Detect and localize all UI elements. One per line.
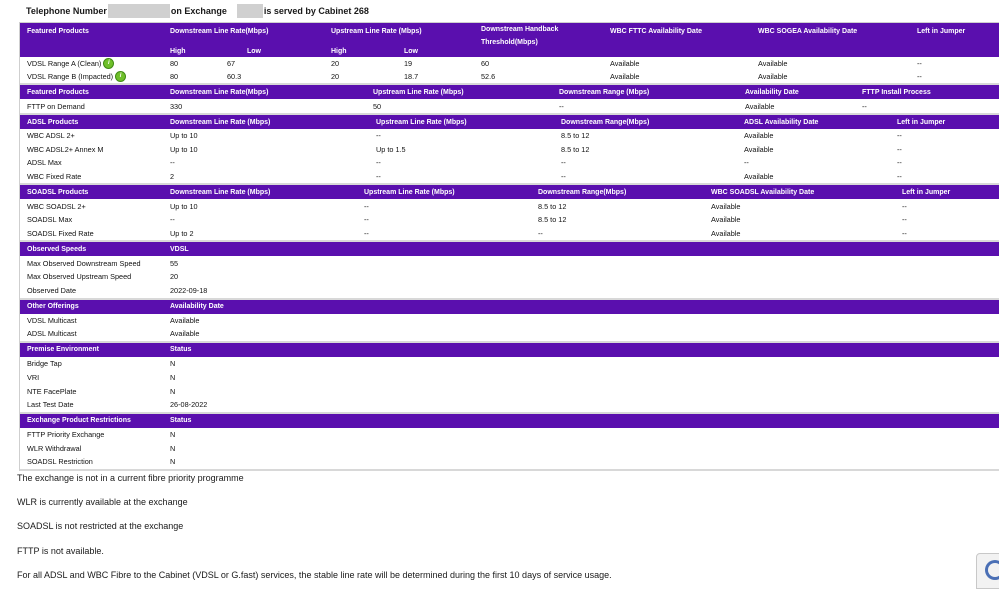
- cell-text: Max Observed Downstream Speed: [27, 258, 141, 268]
- cell-text: Up to 10: [170, 131, 198, 141]
- table-cell: [364, 199, 369, 213]
- table-row: [20, 143, 999, 157]
- cell-text: 18.7: [404, 72, 419, 81]
- info-icon[interactable]: i: [103, 58, 114, 69]
- table-row: [20, 213, 999, 227]
- cell-text: WLR Withdrawal: [27, 443, 82, 453]
- table-row: [20, 455, 999, 469]
- row-label: [27, 327, 77, 341]
- table-cell: [170, 129, 198, 143]
- subheader-cell: Low: [247, 47, 261, 55]
- table-cell: [376, 129, 381, 143]
- table-cell: [610, 57, 639, 70]
- header-cell: Upstream Line Rate (Mbps): [373, 88, 464, 96]
- table-cell: [170, 213, 175, 227]
- cell-text: --: [561, 172, 566, 182]
- title-prefix: Telephone Number: [26, 6, 107, 16]
- table-row: [20, 170, 999, 184]
- header-cell: WBC SOGEA Availability Date: [758, 27, 858, 35]
- header-cell: ADSL Availability Date: [744, 118, 819, 126]
- featured-vdsl-section: [20, 23, 999, 85]
- table-cell: [364, 227, 369, 241]
- table-cell: [917, 70, 922, 83]
- cell-text: --: [902, 215, 907, 225]
- header-cell: Downstream Handback Threshold(Mbps): [481, 26, 559, 46]
- row-label: [27, 455, 93, 469]
- row-label: [27, 398, 74, 412]
- cell-text: VRI: [27, 372, 40, 382]
- cell-text: 8.5 to 12: [561, 144, 590, 154]
- cell-text: Available: [758, 59, 788, 68]
- table-cell: [561, 129, 589, 143]
- section-header: [20, 185, 999, 199]
- cell-text: N: [170, 372, 176, 382]
- table-row: [20, 129, 999, 143]
- row-label: [27, 227, 94, 241]
- row-label: [27, 57, 114, 70]
- table-cell: [331, 70, 339, 83]
- cell-text: --: [364, 201, 369, 211]
- table-cell: [610, 70, 639, 83]
- header-cell: Exchange Product Restrictions: [27, 417, 131, 425]
- header-cell: Upstream Line Rate (Mbps): [364, 188, 455, 196]
- cell-text: --: [897, 158, 902, 168]
- header-cell: Observed Speeds: [27, 245, 87, 253]
- header-cell: Upstream Line Rate (Mbps): [376, 118, 467, 126]
- cell-text: Available: [711, 215, 741, 225]
- row-label: [27, 384, 76, 398]
- header-cell: Other Offerings: [27, 303, 79, 311]
- table-cell: [711, 213, 740, 227]
- cell-text: WBC SOADSL 2+: [27, 201, 86, 211]
- table-cell: [227, 57, 235, 70]
- header-cell: Downstream Range (Mbps): [559, 88, 650, 96]
- cell-text: FTTP Priority Exchange: [27, 430, 105, 440]
- cell-text: Available: [170, 329, 200, 339]
- header-cell: Downstream Range(Mbps): [561, 118, 650, 126]
- table-cell: [170, 441, 175, 455]
- table-row: [20, 199, 999, 213]
- table-cell: [897, 129, 902, 143]
- cell-text: ADSL Multicast: [27, 329, 77, 339]
- observed-speeds-section: [20, 242, 999, 299]
- table-row: [20, 398, 999, 412]
- cell-text: WBC ADSL2+ Annex M: [27, 144, 104, 154]
- table-cell: [745, 99, 774, 113]
- info-icon[interactable]: i: [115, 71, 126, 82]
- redacted-telephone-number: [108, 4, 170, 18]
- row-label: [27, 170, 81, 184]
- row-label: [27, 441, 81, 455]
- cell-text: Bridge Tap: [27, 358, 62, 368]
- cell-text: --: [862, 101, 867, 111]
- header-cell: FTTP Install Process: [862, 88, 931, 96]
- cell-text: NTE FacePlate: [27, 386, 77, 396]
- cell-text: N: [170, 430, 176, 440]
- cell-text: --: [559, 101, 564, 111]
- row-label: [27, 99, 85, 113]
- subheader-cell: High: [170, 47, 186, 55]
- table-row: [20, 357, 999, 371]
- table-cell: [481, 70, 495, 83]
- table-cell: [376, 170, 381, 184]
- table-cell: [376, 143, 406, 157]
- premise-environment-section: [20, 343, 999, 414]
- header-cell: Upstream Line Rate (Mbps): [331, 27, 422, 35]
- table-cell: [170, 256, 178, 270]
- cell-text: --: [538, 228, 543, 238]
- cell-text: 8.5 to 12: [538, 201, 567, 211]
- table-cell: [170, 370, 175, 384]
- cell-text: 67: [227, 59, 236, 68]
- table-cell: [170, 199, 198, 213]
- header-cell: Status: [170, 346, 192, 354]
- row-label: [27, 284, 76, 298]
- row-label: [27, 357, 62, 371]
- cell-text: --: [897, 172, 902, 182]
- table-cell: [170, 170, 174, 184]
- table-cell: [373, 99, 381, 113]
- cell-text: SOADSL Fixed Rate: [27, 228, 94, 238]
- header-cell: Downstream Line Rate (Mbps): [170, 118, 271, 126]
- table-cell: [227, 70, 241, 83]
- cell-text: --: [902, 201, 907, 211]
- table-cell: [561, 143, 589, 157]
- cell-text: N: [170, 443, 176, 453]
- cell-text: Observed Date: [27, 286, 77, 296]
- table-cell: [561, 170, 566, 184]
- cell-text: Up to 2: [170, 228, 194, 238]
- exchange-restrictions-section: [20, 414, 999, 471]
- table-cell: [711, 227, 740, 241]
- table-row: [20, 99, 999, 113]
- table-cell: [170, 384, 175, 398]
- note-text: SOADSL is not restricted at the exchange: [17, 521, 184, 531]
- cell-text: 20: [170, 272, 179, 282]
- table-row: [20, 256, 999, 270]
- subheader-cell: Low: [404, 47, 418, 55]
- table-cell: [897, 170, 902, 184]
- availability-table: [19, 22, 999, 471]
- cell-text: Available: [744, 172, 774, 182]
- cell-text: 20: [331, 72, 340, 81]
- table-cell: [538, 227, 543, 241]
- cell-text: --: [902, 228, 907, 238]
- cell-text: Available: [711, 201, 741, 211]
- featured-fttp-section: [20, 85, 999, 115]
- row-label: [27, 213, 72, 227]
- cell-text: --: [364, 215, 369, 225]
- table-cell: [170, 57, 178, 70]
- table-cell: [917, 57, 922, 70]
- table-cell: [897, 156, 902, 170]
- note-text: For all ADSL and WBC Fibre to the Cabinet (VDSL or G.fast) services, the stable line rate will be determined during the first 10 days of service usage.: [17, 570, 612, 580]
- cell-text: 50: [373, 101, 382, 111]
- section-header: [20, 242, 999, 256]
- cell-text: Available: [711, 228, 741, 238]
- cell-text: --: [170, 215, 175, 225]
- table-cell: [170, 156, 175, 170]
- cell-text: --: [897, 144, 902, 154]
- table-cell: [376, 156, 381, 170]
- cell-text: 55: [170, 258, 179, 268]
- row-label: [27, 270, 131, 284]
- table-cell: [404, 70, 418, 83]
- cell-text: --: [917, 59, 922, 68]
- cell-text: Available: [758, 72, 788, 81]
- cell-text: VDSL Range B (Impacted): [27, 72, 114, 81]
- cell-text: 8.5 to 12: [538, 215, 567, 225]
- cell-text: --: [917, 72, 922, 81]
- header-cell: ADSL Products: [27, 118, 79, 126]
- table-cell: [744, 170, 773, 184]
- table-cell: [711, 199, 740, 213]
- cell-text: 60: [481, 59, 490, 68]
- section-header: [20, 300, 999, 314]
- header-cell: Premise Environment: [27, 346, 99, 354]
- header-cell: Left in Jumper: [917, 27, 966, 35]
- header-cell: Downstream Line Rate(Mbps): [170, 88, 269, 96]
- header-cell: Availability Date: [170, 303, 224, 311]
- table-cell: [902, 199, 907, 213]
- row-label: [27, 70, 126, 83]
- table-row: [20, 70, 999, 83]
- cell-text: N: [170, 386, 176, 396]
- row-label: [27, 314, 77, 328]
- adsl-section: [20, 115, 999, 185]
- header-cell: WBC FTTC Availability Date: [610, 27, 703, 35]
- header-cell: Left in Jumper: [902, 188, 951, 196]
- row-label: [27, 129, 75, 143]
- cell-text: VDSL Multicast: [27, 315, 77, 325]
- cell-text: FTTP on Demand: [27, 101, 85, 111]
- section-header: [20, 85, 999, 99]
- table-cell: [170, 70, 178, 83]
- table-cell: [170, 455, 175, 469]
- section-header: [20, 115, 999, 129]
- soadsl-section: [20, 185, 999, 242]
- table-row: [20, 227, 999, 241]
- cell-text: 20: [331, 59, 340, 68]
- table-cell: [170, 99, 182, 113]
- table-cell: [170, 428, 175, 442]
- table-cell: [170, 227, 194, 241]
- header-cell: Downstream Range(Mbps): [538, 188, 627, 196]
- header-cell: Downstream Line Rate(Mbps): [170, 27, 269, 35]
- row-label: [27, 143, 103, 157]
- subheader-cell: High: [331, 47, 347, 55]
- table-cell: [744, 143, 773, 157]
- table-cell: [170, 284, 207, 298]
- table-cell: [481, 57, 489, 70]
- row-label: [27, 370, 39, 384]
- section-header: [20, 23, 999, 57]
- header-cell: Featured Products: [27, 88, 89, 96]
- cell-text: 52.6: [481, 72, 496, 81]
- table-row: [20, 57, 999, 70]
- table-cell: [170, 357, 175, 371]
- note-text: FTTP is not available.: [17, 546, 104, 556]
- table-cell: [170, 327, 199, 341]
- row-label: [27, 156, 62, 170]
- table-cell: [364, 213, 369, 227]
- table-row: [20, 156, 999, 170]
- cell-text: WBC Fixed Rate: [27, 172, 82, 182]
- cell-text: Available: [744, 144, 774, 154]
- cell-text: ADSL Max: [27, 158, 62, 168]
- cell-text: --: [364, 228, 369, 238]
- table-cell: [559, 99, 564, 113]
- table-cell: [744, 129, 773, 143]
- table-cell: [170, 143, 198, 157]
- cell-text: 80: [170, 59, 179, 68]
- table-cell: [331, 57, 339, 70]
- table-cell: [758, 57, 787, 70]
- cell-text: 330: [170, 101, 183, 111]
- cell-text: N: [170, 457, 176, 467]
- cell-text: SOADSL Max: [27, 215, 73, 225]
- note-text: The exchange is not in a current fibre priority programme: [17, 473, 244, 483]
- header-cell: Featured Products: [27, 27, 89, 35]
- row-label: [27, 199, 86, 213]
- table-cell: [758, 70, 787, 83]
- cell-text: Available: [745, 101, 775, 111]
- table-cell: [170, 398, 207, 412]
- header-cell: VDSL: [170, 245, 189, 253]
- row-label: [27, 428, 104, 442]
- section-header: [20, 343, 999, 357]
- header-cell: Downstream Line Rate (Mbps): [170, 188, 271, 196]
- section-header: [20, 414, 999, 428]
- table-cell: [170, 270, 178, 284]
- table-cell: [744, 156, 749, 170]
- cell-text: --: [561, 158, 566, 168]
- cell-text: SOADSL Restriction: [27, 457, 93, 467]
- cell-text: VDSL Range A (Clean): [27, 59, 102, 68]
- table-cell: [902, 227, 907, 241]
- header-cell: Status: [170, 417, 192, 425]
- table-row: [20, 270, 999, 284]
- cell-text: Available: [744, 131, 774, 141]
- cell-text: Up to 1.5: [376, 144, 406, 154]
- table-cell: [862, 99, 867, 113]
- table-cell: [897, 143, 902, 157]
- header-cell: WBC SOADSL Availability Date: [711, 188, 815, 196]
- cell-text: Available: [610, 59, 640, 68]
- table-cell: [538, 199, 566, 213]
- table-row: [20, 284, 999, 298]
- cell-text: Available: [610, 72, 640, 81]
- cell-text: --: [170, 158, 175, 168]
- cell-text: Last Test Date: [27, 400, 74, 410]
- table-row: [20, 441, 999, 455]
- recaptcha-icon[interactable]: [976, 553, 999, 589]
- table-cell: [404, 57, 412, 70]
- cell-text: --: [376, 158, 381, 168]
- title-suffix: is served by Cabinet 268: [263, 6, 369, 16]
- table-row: [20, 327, 999, 341]
- other-offerings-section: [20, 300, 999, 343]
- table-row: [20, 370, 999, 384]
- header-cell: Left in Jumper: [897, 118, 946, 126]
- cell-text: 80: [170, 72, 179, 81]
- note-text: WLR is currently available at the exchange: [17, 497, 188, 507]
- header-cell: Availability Date: [745, 88, 799, 96]
- cell-text: N: [170, 358, 176, 368]
- cell-text: --: [376, 172, 381, 182]
- table-cell: [902, 213, 907, 227]
- page-title: [26, 4, 369, 18]
- table-row: [20, 428, 999, 442]
- title-middle: on Exchange: [170, 6, 227, 16]
- cell-text: --: [897, 131, 902, 141]
- table-cell: [170, 314, 199, 328]
- table-row: [20, 384, 999, 398]
- redacted-exchange-name: [237, 4, 263, 18]
- row-label: [27, 256, 141, 270]
- cell-text: Up to 10: [170, 201, 198, 211]
- cell-text: Up to 10: [170, 144, 198, 154]
- table-cell: [538, 213, 566, 227]
- cell-text: WBC ADSL 2+: [27, 131, 75, 141]
- cell-text: 60.3: [227, 72, 242, 81]
- cell-text: 2022-09-18: [170, 286, 208, 296]
- cell-text: Available: [170, 315, 200, 325]
- cell-text: --: [376, 131, 381, 141]
- cell-text: 26-08-2022: [170, 400, 208, 410]
- cell-text: 8.5 to 12: [561, 131, 590, 141]
- cell-text: 19: [404, 59, 413, 68]
- cell-text: --: [744, 158, 749, 168]
- header-cell: SOADSL Products: [27, 188, 89, 196]
- table-cell: [561, 156, 566, 170]
- cell-text: 2: [170, 172, 175, 182]
- table-row: [20, 314, 999, 328]
- cell-text: Max Observed Upstream Speed: [27, 272, 132, 282]
